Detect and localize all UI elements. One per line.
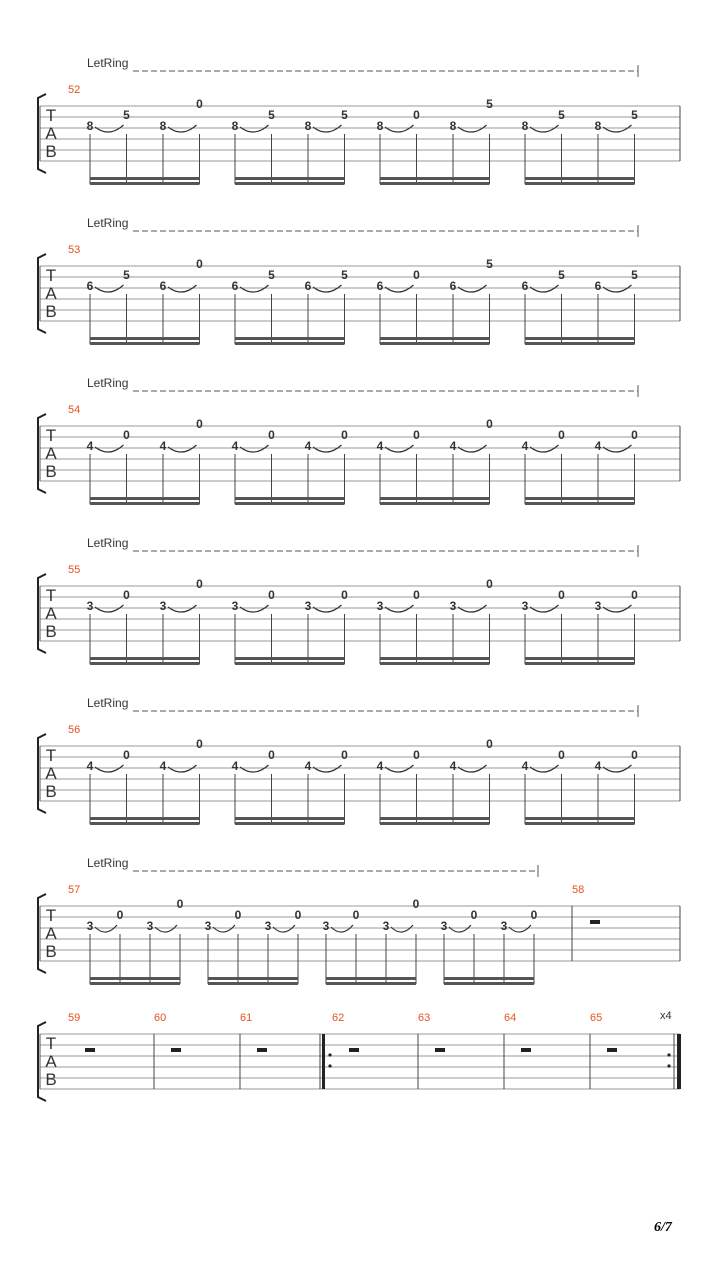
bar-number: 60 [154, 1012, 167, 1024]
beam [90, 977, 180, 980]
slur [240, 285, 269, 292]
beam [235, 822, 345, 825]
beam [525, 822, 635, 825]
fret-number: 0 [413, 588, 420, 602]
beam [380, 822, 490, 825]
repeat-dot [667, 1064, 670, 1067]
slur [95, 445, 124, 452]
fret-number: 4 [449, 439, 457, 453]
tab-clef-letter: B [45, 302, 57, 321]
fret-number: 0 [558, 748, 565, 762]
tab-clef-letter: A [45, 604, 57, 623]
bar-number: 64 [504, 1012, 517, 1024]
beam [380, 817, 490, 820]
fret-number: 0 [412, 897, 420, 911]
fret-number: 8 [159, 119, 167, 133]
slur [168, 445, 197, 452]
fret-number: 8 [231, 119, 239, 133]
fret-number: 5 [558, 108, 565, 122]
beam [90, 982, 180, 985]
slur [240, 765, 269, 772]
tab-clef-letter: T [45, 586, 57, 605]
fret-number: 6 [231, 279, 239, 293]
fret-number: 8 [449, 119, 457, 133]
slur [385, 605, 414, 612]
fret-number: 0 [268, 588, 275, 602]
fret-number: 5 [631, 268, 638, 282]
fret-number: 3 [594, 599, 602, 613]
slur [385, 125, 414, 132]
beam [235, 177, 345, 180]
beam [235, 662, 345, 665]
fret-number: 6 [376, 279, 384, 293]
fret-number: 4 [304, 759, 312, 773]
beam [90, 342, 200, 345]
repeat-dot [328, 1053, 331, 1056]
fret-number: 5 [341, 108, 348, 122]
fret-number: 4 [594, 759, 602, 773]
slur [95, 285, 124, 292]
tab-clef-letter: B [45, 462, 57, 481]
fret-number: 3 [440, 919, 448, 933]
slur [458, 125, 487, 132]
beam [208, 982, 298, 985]
beam [235, 497, 345, 500]
fret-number: 6 [86, 279, 94, 293]
fret-number: 3 [449, 599, 457, 613]
fret-number: 8 [376, 119, 384, 133]
beam [90, 177, 200, 180]
fret-number: 3 [204, 919, 212, 933]
let-ring-label: LetRing [87, 696, 129, 710]
fret-number: 0 [294, 908, 302, 922]
slur [273, 925, 295, 932]
fret-number: 0 [196, 257, 203, 271]
tab-clef-letter: T [45, 266, 57, 285]
slur [530, 445, 559, 452]
tab-clef-letter: T [45, 426, 57, 445]
fret-number: 4 [521, 759, 529, 773]
fret-number: 3 [146, 919, 154, 933]
slur [603, 285, 632, 292]
fret-number: 0 [631, 588, 638, 602]
beam [235, 502, 345, 505]
repeat-count: x4 [660, 1010, 672, 1022]
fret-number: 5 [268, 108, 275, 122]
beam [235, 182, 345, 185]
slur [95, 125, 124, 132]
beam [90, 817, 200, 820]
beam [380, 177, 490, 180]
beam [235, 337, 345, 340]
bar-number: 58 [572, 884, 585, 896]
slur [458, 605, 487, 612]
fret-number: 0 [486, 417, 493, 431]
fret-number: 8 [594, 119, 602, 133]
fret-number: 0 [558, 588, 565, 602]
fret-number: 0 [123, 588, 130, 602]
beam [525, 177, 635, 180]
fret-number: 3 [500, 919, 508, 933]
slur [603, 445, 632, 452]
slur [530, 765, 559, 772]
fret-number: 0 [413, 108, 420, 122]
bar-number: 53 [68, 244, 81, 256]
fret-number: 0 [470, 908, 478, 922]
tab-clef-letter: A [45, 1052, 57, 1071]
let-ring-label: LetRing [87, 536, 129, 550]
fret-number: 5 [486, 257, 493, 271]
fret-number: 0 [631, 428, 638, 442]
fret-number: 5 [558, 268, 565, 282]
repeat-end-thick [677, 1034, 681, 1089]
beam [90, 502, 200, 505]
fret-number: 6 [449, 279, 457, 293]
fret-number: 6 [521, 279, 529, 293]
slur [95, 605, 124, 612]
page-number: 6/7 [654, 1220, 672, 1235]
beam [90, 657, 200, 660]
beam [90, 662, 200, 665]
fret-number: 0 [196, 577, 203, 591]
bar-number: 52 [68, 84, 81, 96]
slur [385, 765, 414, 772]
slur [509, 925, 531, 932]
slur [168, 285, 197, 292]
tab-clef-letter: B [45, 622, 57, 641]
fret-number: 0 [352, 908, 360, 922]
fret-number: 5 [123, 268, 130, 282]
beam [525, 502, 635, 505]
beam [444, 982, 534, 985]
tab-clef-letter: B [45, 142, 57, 161]
slur [95, 765, 124, 772]
fret-number: 3 [231, 599, 239, 613]
beam [380, 657, 490, 660]
slur [313, 125, 342, 132]
fret-number: 8 [86, 119, 94, 133]
fret-number: 0 [116, 908, 124, 922]
fret-number: 4 [86, 439, 94, 453]
fret-number: 6 [159, 279, 167, 293]
fret-number: 4 [449, 759, 457, 773]
fret-number: 3 [159, 599, 167, 613]
repeat-start-thick [322, 1034, 325, 1089]
whole-rest [257, 1048, 267, 1052]
whole-rest [435, 1048, 445, 1052]
fret-number: 8 [521, 119, 529, 133]
fret-number: 4 [376, 439, 384, 453]
fret-number: 0 [341, 748, 348, 762]
slur [530, 125, 559, 132]
fret-number: 5 [341, 268, 348, 282]
fret-number: 0 [196, 417, 203, 431]
beam [326, 977, 416, 980]
fret-number: 3 [376, 599, 384, 613]
beam [380, 497, 490, 500]
slur [385, 285, 414, 292]
slur [603, 765, 632, 772]
beam [380, 502, 490, 505]
fret-number: 3 [86, 599, 94, 613]
fret-number: 4 [594, 439, 602, 453]
bar-number: 63 [418, 1012, 431, 1024]
fret-number: 3 [304, 599, 312, 613]
fret-number: 4 [159, 759, 167, 773]
beam [90, 182, 200, 185]
slur [458, 285, 487, 292]
fret-number: 0 [413, 428, 420, 442]
tab-clef-letter: A [45, 764, 57, 783]
fret-number: 0 [341, 428, 348, 442]
bar-number: 62 [332, 1012, 345, 1024]
beam [235, 817, 345, 820]
fret-number: 3 [264, 919, 272, 933]
fret-number: 0 [486, 577, 493, 591]
fret-number: 4 [376, 759, 384, 773]
beam [380, 662, 490, 665]
tab-clef-letter: A [45, 124, 57, 143]
beam [90, 337, 200, 340]
beam [525, 657, 635, 660]
fret-number: 0 [123, 428, 130, 442]
slur [240, 445, 269, 452]
tab-clef-letter: A [45, 924, 57, 943]
fret-number: 0 [530, 908, 538, 922]
slur [530, 285, 559, 292]
fret-number: 3 [382, 919, 390, 933]
tab-clef-letter: T [45, 106, 57, 125]
slur [155, 925, 177, 932]
slur [458, 445, 487, 452]
bar-number: 54 [68, 404, 81, 416]
fret-number: 0 [176, 897, 184, 911]
fret-number: 0 [123, 748, 130, 762]
slur [213, 925, 235, 932]
slur [603, 125, 632, 132]
beam [326, 982, 416, 985]
fret-number: 0 [413, 748, 420, 762]
slur [95, 925, 117, 932]
beam [90, 497, 200, 500]
slur [313, 765, 342, 772]
whole-rest [590, 920, 600, 924]
beam [90, 822, 200, 825]
slur [313, 605, 342, 612]
beam [444, 977, 534, 980]
tab-clef-letter: B [45, 782, 57, 801]
bar-number: 65 [590, 1012, 603, 1024]
fret-number: 5 [631, 108, 638, 122]
beam [525, 817, 635, 820]
bar-number: 55 [68, 564, 81, 576]
beam [235, 342, 345, 345]
fret-number: 3 [86, 919, 94, 933]
fret-number: 0 [341, 588, 348, 602]
slur [168, 125, 197, 132]
tab-clef-letter: A [45, 284, 57, 303]
slur [168, 765, 197, 772]
beam [380, 342, 490, 345]
fret-number: 6 [304, 279, 312, 293]
fret-number: 0 [268, 428, 275, 442]
fret-number: 0 [196, 737, 203, 751]
fret-number: 4 [231, 759, 239, 773]
fret-number: 3 [521, 599, 529, 613]
fret-number: 4 [86, 759, 94, 773]
fret-number: 0 [486, 737, 493, 751]
beam [525, 497, 635, 500]
fret-number: 4 [231, 439, 239, 453]
fret-number: 0 [558, 428, 565, 442]
beam [380, 182, 490, 185]
beam [208, 977, 298, 980]
fret-number: 5 [268, 268, 275, 282]
let-ring-label: LetRing [87, 56, 129, 70]
slur [385, 445, 414, 452]
beam [525, 662, 635, 665]
tab-clef-letter: B [45, 1070, 57, 1089]
beam [525, 182, 635, 185]
fret-number: 0 [234, 908, 242, 922]
fret-number: 3 [322, 919, 330, 933]
fret-number: 0 [631, 748, 638, 762]
bar-number: 59 [68, 1012, 81, 1024]
tab-clef-letter: B [45, 942, 57, 961]
fret-number: 4 [304, 439, 312, 453]
fret-number: 0 [268, 748, 275, 762]
let-ring-label: LetRing [87, 856, 129, 870]
fret-number: 8 [304, 119, 312, 133]
slur [391, 925, 413, 932]
fret-number: 5 [486, 97, 493, 111]
slur [313, 285, 342, 292]
fret-number: 4 [159, 439, 167, 453]
beam [525, 342, 635, 345]
bar-number: 61 [240, 1012, 253, 1024]
beam [235, 657, 345, 660]
let-ring-label: LetRing [87, 376, 129, 390]
fret-number: 0 [196, 97, 203, 111]
tab-clef-letter: T [45, 906, 57, 925]
whole-rest [171, 1048, 181, 1052]
slur [240, 605, 269, 612]
bar-number: 56 [68, 724, 81, 736]
whole-rest [85, 1048, 95, 1052]
repeat-dot [328, 1064, 331, 1067]
fret-number: 0 [413, 268, 420, 282]
slur [240, 125, 269, 132]
tab-clef-letter: T [45, 746, 57, 765]
whole-rest [607, 1048, 617, 1052]
slur [313, 445, 342, 452]
slur [331, 925, 353, 932]
tab-clef-letter: A [45, 444, 57, 463]
whole-rest [349, 1048, 359, 1052]
slur [530, 605, 559, 612]
beam [525, 337, 635, 340]
beam [380, 337, 490, 340]
fret-number: 4 [521, 439, 529, 453]
whole-rest [521, 1048, 531, 1052]
slur [168, 605, 197, 612]
fret-number: 6 [594, 279, 602, 293]
fret-number: 5 [123, 108, 130, 122]
tab-clef-letter: T [45, 1034, 57, 1053]
slur [458, 765, 487, 772]
slur [449, 925, 471, 932]
slur [603, 605, 632, 612]
bar-number: 57 [68, 884, 81, 896]
repeat-dot [667, 1053, 670, 1056]
let-ring-label: LetRing [87, 216, 129, 230]
